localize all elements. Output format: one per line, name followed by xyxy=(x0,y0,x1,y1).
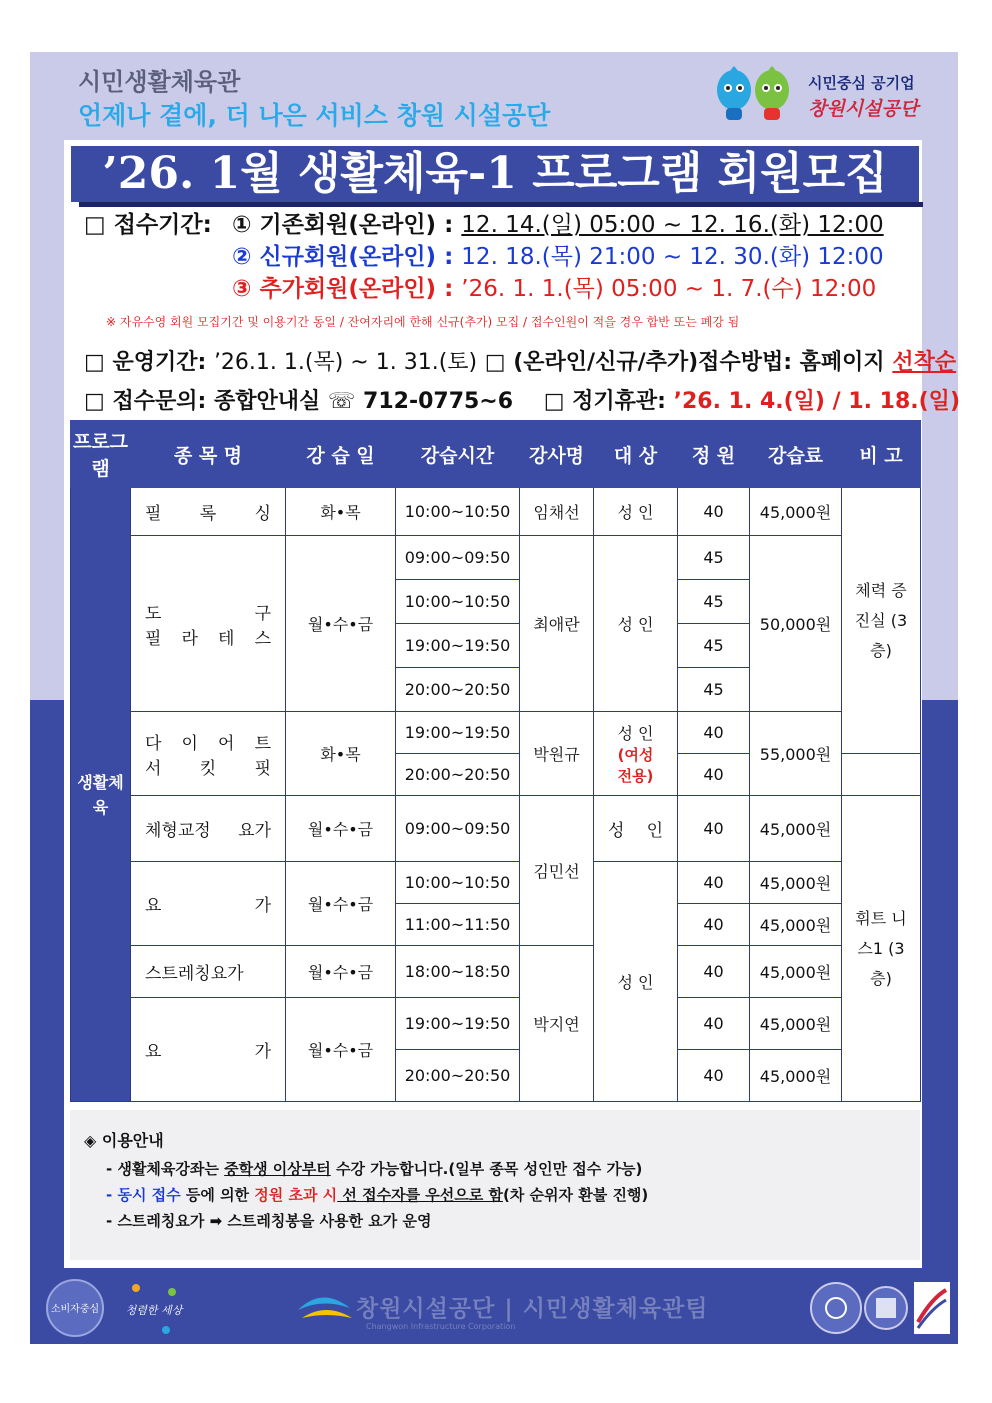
instructor-cell: 최애란 xyxy=(520,536,594,712)
time-cell: 10:00~10:50 xyxy=(396,488,520,536)
cap-cell: 40 xyxy=(678,488,750,536)
info-line2-e: (차 순위자 환불 진행) xyxy=(502,1186,649,1204)
info-line1-c: 수강 가능합니다.(일부 종목 성인만 접수 가능) xyxy=(330,1160,643,1178)
schedule-table xyxy=(70,420,921,1102)
target-cell: 성 인 xyxy=(594,536,678,712)
method-value: 홈페이지 xyxy=(799,350,885,375)
mascot-green-icon xyxy=(752,64,792,124)
th-days: 강 습 일 xyxy=(286,421,396,488)
reception-type-3: 추가회원(온라인) xyxy=(259,276,437,302)
table-row xyxy=(71,796,921,862)
fee-cell: 45,000원 xyxy=(750,946,842,998)
company-logo xyxy=(714,64,924,134)
time-cell: 09:00~09:50 xyxy=(396,796,520,862)
target-cell xyxy=(594,712,678,796)
cap-cell: 40 xyxy=(678,998,750,1050)
reception-item-3: ③ 추가회원(온라인) : ’26. 1. 1.(목) 05:00 ~ 1. 7.(수) 12:00 xyxy=(232,276,877,302)
reception-no-2: ② xyxy=(232,244,252,270)
consumer-badge-icon xyxy=(40,1278,110,1338)
info-line2-d: 선 접수자를 우선으로 함 xyxy=(337,1186,503,1204)
event-cell: 요 가 xyxy=(131,862,286,946)
th-program: 프로그램 xyxy=(71,421,131,488)
fee-cell: 55,000원 xyxy=(750,712,842,796)
cap-cell: 45 xyxy=(678,580,750,624)
women-rights-badge-icon xyxy=(808,1278,864,1338)
reception-period-1: 12. 14.(일) 05:00 ~ 12. 16.(화) 12:00 xyxy=(461,212,884,238)
reception-item-1: ① 기존회원(온라인) : 12. 14.(일) 05:00 ~ 12. 16.(화) 12:00 xyxy=(232,212,884,238)
target-line-2: (여성 전용) xyxy=(617,746,654,785)
reception-type-2: 신규회원(온라인) xyxy=(259,244,437,270)
cap-cell: 40 xyxy=(678,946,750,998)
usage-info-title: ◈ 이용안내 xyxy=(84,1131,164,1150)
fee-cell: 45,000원 xyxy=(750,488,842,536)
event-cell: 체형교정 요가 xyxy=(131,796,286,862)
event-cell xyxy=(131,712,286,796)
usage-info-line-3: - 스트레칭요가 ➡ 스트레칭봉을 사용한 요가 운영 xyxy=(106,1212,432,1230)
closed-label: □ 정기휴관: xyxy=(543,389,666,414)
remark-cell-empty xyxy=(842,754,921,796)
event-line-2: 필 라 테 스 xyxy=(145,628,271,649)
table-row xyxy=(71,712,921,754)
event-cell: 요 가 xyxy=(131,998,286,1102)
th-target: 대 상 xyxy=(594,421,678,488)
mascot-blue-icon xyxy=(714,64,754,124)
info-line2-a: - 동시 접수 xyxy=(106,1186,181,1204)
cap-cell: 40 xyxy=(678,904,750,946)
days-cell: 화•목 xyxy=(286,712,396,796)
time-cell: 20:00~20:50 xyxy=(396,1050,520,1102)
instructor-cell: 임채선 xyxy=(520,488,594,536)
usage-info xyxy=(70,1110,920,1260)
reception-no-1: ① xyxy=(232,212,252,238)
table-row xyxy=(71,862,921,904)
days-cell: 월•수•금 xyxy=(286,536,396,712)
event-cell xyxy=(131,536,286,712)
target-cell: 성 인 xyxy=(594,862,678,1102)
th-remark: 비 고 xyxy=(842,421,921,488)
operation-label: □ 운영기간: xyxy=(84,350,207,375)
info-line1-a: - 생활체육강좌는 xyxy=(106,1160,225,1178)
notice-text: ※ 자유수영 회원 모집기간 및 이용기간 동일 / 잔여자리에 한해 신규(추가) 모집 / 접수인원이 적을 경우 합반 또는 폐강 됨 xyxy=(106,315,740,329)
reception-item-2: ② 신규회원(온라인) : 12. 18.(목) 21:00 ~ 12. 30.(화) 12:00 xyxy=(232,244,884,270)
table-row xyxy=(71,536,921,580)
event-line-2: 서 킷 핏 xyxy=(145,758,271,779)
closed-value: ’26. 1. 4.(일) / 1. 18.(일) xyxy=(673,389,960,414)
fee-cell: 50,000원 xyxy=(750,536,842,712)
inquiry-value: 종합안내실 ☏ 712-0775~6 xyxy=(213,389,514,414)
consumer-badge-text: 소비자중심 xyxy=(50,1304,100,1315)
org-name: 시민생활체육관 xyxy=(78,68,241,96)
operation-value: ’26.1. 1.(목) ~ 1. 31.(토) xyxy=(213,350,478,375)
days-cell: 월•수•금 xyxy=(286,862,396,946)
event-line-1: 다 이 어 트 xyxy=(145,733,271,754)
reception-no-3: ③ xyxy=(232,276,252,302)
table-row xyxy=(71,488,921,536)
info-line2-b: 등에 의한 xyxy=(180,1186,255,1204)
fee-cell: 45,000원 xyxy=(750,1050,842,1102)
slogan: 언제나 곁에, 더 나은 서비스 창원 시설공단 xyxy=(78,101,551,130)
cap-cell: 40 xyxy=(678,862,750,904)
page-title: ’26. 1월 생활체육-1 프로그램 회원모집 xyxy=(71,146,919,202)
table-row xyxy=(71,998,921,1050)
fee-cell: 45,000원 xyxy=(750,904,842,946)
seal-badge-icon xyxy=(862,1278,910,1338)
th-fee: 강습료 xyxy=(750,421,842,488)
days-cell: 월•수•금 xyxy=(286,946,396,998)
time-cell: 20:00~20:50 xyxy=(396,754,520,796)
fee-cell: 45,000원 xyxy=(750,998,842,1050)
remark-cell-2: 휘트 니스1 (3층) xyxy=(842,796,921,1102)
program-cell: 생활체육 xyxy=(71,488,131,1102)
instructor-cell: 박지연 xyxy=(520,946,594,1102)
event-cell: 스트레칭요가 xyxy=(131,946,286,998)
operation-line xyxy=(84,345,956,376)
target-cell: 성 인 xyxy=(594,488,678,536)
integrity-badge-icon xyxy=(124,1278,184,1338)
th-time: 강습시간 xyxy=(396,421,520,488)
days-cell: 월•수•금 xyxy=(286,796,396,862)
cap-cell: 40 xyxy=(678,712,750,754)
cap-cell: 40 xyxy=(678,796,750,862)
table-header xyxy=(71,421,921,488)
reception-period-3: ’26. 1. 1.(목) 05:00 ~ 1. 7.(수) 12:00 xyxy=(461,276,877,302)
footer-org-name: 창원시설공단 | 시민생활체육관팀 xyxy=(356,1296,709,1322)
time-cell: 19:00~19:50 xyxy=(396,998,520,1050)
cap-cell: 45 xyxy=(678,536,750,580)
time-cell: 09:00~09:50 xyxy=(396,536,520,580)
cap-cell: 45 xyxy=(678,624,750,668)
target-line-1: 성 인 xyxy=(617,724,654,743)
logo-name: 창원시설공단 xyxy=(808,98,919,120)
time-cell: 10:00~10:50 xyxy=(396,862,520,904)
integrity-badge-text: 청렴한 세상 xyxy=(125,1304,183,1317)
days-cell: 월•수•금 xyxy=(286,998,396,1102)
th-event: 종 목 명 xyxy=(131,421,286,488)
instructor-cell: 김민선 xyxy=(520,796,594,946)
time-cell: 20:00~20:50 xyxy=(396,668,520,712)
time-cell: 10:00~10:50 xyxy=(396,580,520,624)
reception-period-2: 12. 18.(목) 21:00 ~ 12. 30.(화) 12:00 xyxy=(461,244,884,270)
days-cell: 화•목 xyxy=(286,488,396,536)
method-label: □ (온라인/신규/추가)접수방법: xyxy=(484,350,792,375)
table-row xyxy=(71,946,921,998)
instructor-cell: 박원규 xyxy=(520,712,594,796)
certification-badge-icon xyxy=(912,1278,952,1338)
time-cell: 18:00~18:50 xyxy=(396,946,520,998)
reception-label: □ 접수기간: xyxy=(84,212,212,238)
event-line-1: 도 구 xyxy=(145,603,271,624)
event-cell: 필 록 싱 xyxy=(131,488,286,536)
inquiry-line xyxy=(84,384,960,415)
th-capacity: 정 원 xyxy=(678,421,750,488)
info-line2-c: 정원 초과 시 xyxy=(254,1186,338,1204)
usage-info-line-2 xyxy=(106,1184,648,1205)
time-cell: 19:00~19:50 xyxy=(396,624,520,668)
fee-cell: 45,000원 xyxy=(750,796,842,862)
remark-cell-1: 체력 증진실 (3층) xyxy=(842,488,921,754)
cap-cell: 40 xyxy=(678,1050,750,1102)
target-cell: 성 인 xyxy=(594,796,678,862)
info-line1-b: 중학생 이상부터 xyxy=(224,1160,331,1178)
footer-org-sub: Changwon Infrastructure Corporation xyxy=(366,1322,516,1331)
cap-cell: 45 xyxy=(678,668,750,712)
reception-type-1: 기존회원(온라인) xyxy=(259,212,437,238)
logo-tagline: 시민중심 공기업 xyxy=(808,74,915,92)
method-emph: 선착순 xyxy=(892,350,957,375)
th-instructor: 강사명 xyxy=(520,421,594,488)
usage-info-line-1 xyxy=(106,1158,642,1179)
time-cell: 19:00~19:50 xyxy=(396,712,520,754)
time-cell: 11:00~11:50 xyxy=(396,904,520,946)
fee-cell: 45,000원 xyxy=(750,862,842,904)
inquiry-label: □ 접수문의: xyxy=(84,389,207,414)
cap-cell: 40 xyxy=(678,754,750,796)
